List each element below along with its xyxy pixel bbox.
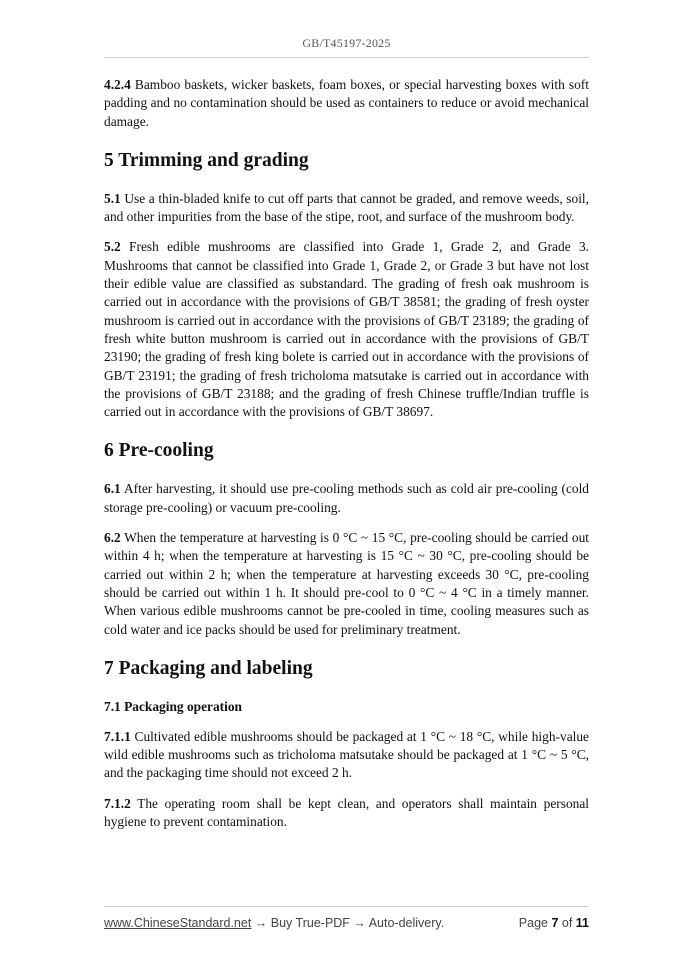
clause-number: 5.1 (104, 190, 121, 206)
footer-divider (104, 906, 589, 907)
page-indicator (519, 916, 589, 930)
section-heading-5: 5 Trimming and grading (104, 149, 309, 171)
subsection-heading-7-1: 7.1 Packaging operation (104, 698, 242, 714)
clause-number: 7.1.2 (104, 795, 131, 811)
clause-number: 5.2 (104, 239, 121, 255)
clause-text: Cultivated edible mushrooms should be packaged at 1 °C ~ 18 °C, while high-value wild edible mushrooms such as tricholoma matsutake should be packaged at 1 °C ~ 5 °C, and the packaging time should not exceed 2 h. (104, 728, 589, 781)
section-heading-7: 7 Packaging and labeling (104, 657, 313, 679)
document-body (104, 76, 589, 843)
clause-7-1-1 (104, 728, 589, 783)
website-link[interactable]: www.ChineseStandard.net (104, 916, 252, 930)
clause-text: After harvesting, it should use pre-cooling methods such as cold air pre-cooling (cold storage pre-cooling) or vacuum pre-cooling. (104, 481, 589, 515)
page-of: of (558, 916, 576, 930)
clause-5-1 (104, 190, 589, 227)
clause-number: 6.1 (104, 481, 121, 497)
header-divider (104, 57, 589, 58)
footer-promo (104, 916, 444, 930)
footer-tagline: → Buy True-PDF → Auto-delivery. (251, 916, 445, 930)
clause-text: Use a thin-bladed knife to cut off parts that cannot be graded, and remove weeds, soil, and other impurities from the base of the stipe, root, and surface of the mushroom body. (104, 190, 589, 225)
clause-4-2-4 (104, 76, 589, 131)
section-heading-6: 6 Pre-cooling (104, 440, 214, 462)
current-page-number: 7 (551, 916, 559, 930)
clause-text: Bamboo baskets, wicker baskets, foam boxes, or special harvesting boxes with soft padding and no contamination should be used as containers to reduce or avoid mechanical damage. (104, 77, 589, 129)
clause-6-2 (104, 529, 589, 639)
clause-number: 4.2.4 (104, 77, 131, 92)
clause-5-2 (104, 238, 589, 421)
clause-number: 7.1.1 (104, 728, 131, 744)
clause-number: 6.2 (104, 530, 121, 546)
document-code-header: GB/T45197-2025 (302, 36, 391, 50)
total-pages-number: 11 (575, 916, 589, 930)
clause-text: When the temperature at harvesting is 0 °C ~ 15 °C, pre-cooling should be carried out within 4 h; when the temperature at harvesting is 15 °C ~ 30 °C, pre-cooling should be carried out within 2 h; when the temperature at harvesting exceeds 30 °C, pre-cooling should be carried out within 1 h. It should pre-cool to 0 °C ~ 4 °C in a timely manner. When various edible mushrooms cannot be pre-cooled in time, cooling measures such as cold water and ice packs should be used for preliminary treatment. (104, 530, 589, 637)
clause-6-1 (104, 480, 589, 517)
clause-text: The operating room shall be kept clean, and operators shall maintain personal hygiene to prevent contamination. (104, 795, 589, 830)
clause-7-1-2 (104, 795, 589, 832)
page-prefix: Page (518, 916, 552, 930)
clause-text: Fresh edible mushrooms are classified into Grade 1, Grade 2, and Grade 3. Mushrooms that cannot be classified into Grade 1, Grade 2, or Grade 3 but have not lost their edible value are classified as substandard. The grading of fresh oak mushroom is carried out in accordance with the provisions of GB/T 38581; the grading of fresh oyster mushroom is carried out in accordance with the provisions of GB/T 23189; the grading of fresh white button mushroom is carried out in accordance with the provisions of GB/T 23190; the grading of fresh king bolete is carried out in accordance with the provisions of GB/T 23191; the grading of fresh tricholoma matsutake is carried out in accordance with the provisions of GB/T 23188; and the grading of fresh Chinese truffle/Indian truffle is carried out in accordance with the provisions of GB/T 38697. (104, 239, 589, 420)
